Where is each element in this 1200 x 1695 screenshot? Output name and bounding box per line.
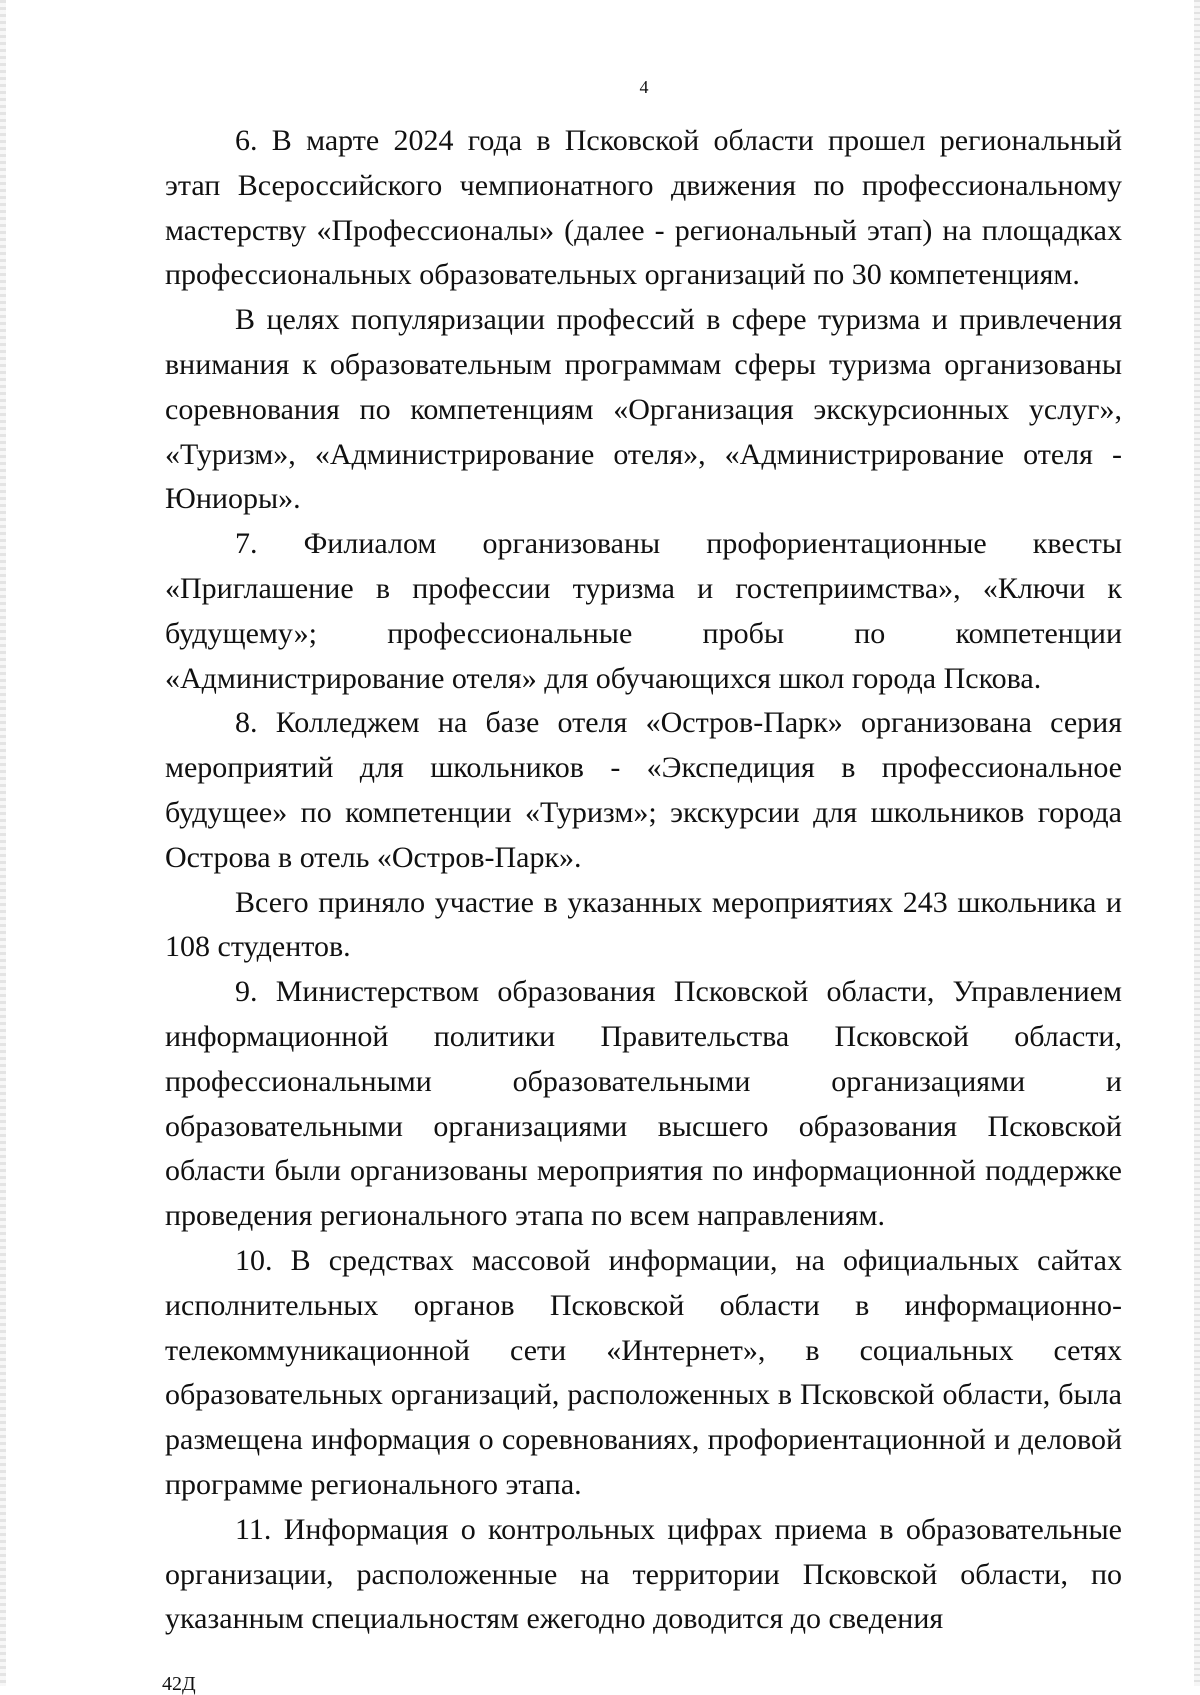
footer-code: 42Д [162, 1673, 196, 1695]
scan-edge-right [1194, 0, 1200, 1686]
paragraph-7: 7. Филиалом организованы профориентационные квесты «Приглашение в профессии туризма и гостеприимства», «Ключи к будущему»; профессиональные пробы по компетенции «Администрирование отеля» для обучающихся школ города Пскова. [165, 527, 1122, 695]
paragraph-8: 8. Колледжем на базе отеля «Остров-Парк» организована серия мероприятий для школьников - «Экспедиция в профессиональное будущее» по компетенции «Туризм»; экскурсии для школьников города Острова в отель «Остров-Парк». [165, 706, 1122, 874]
paragraph-11: 11. Информация о контрольных цифрах приема в образовательные организации, расположенные на территории Псковской области, по указанным специальностям ежегодно доводится до сведения [165, 1512, 1122, 1636]
scan-edge-left [0, 0, 6, 1686]
paragraph-6: 6. В марте 2024 года в Псковской области прошел региональный этап Всероссийского чемпионатного движения по профессиональному мастерству «Профессионалы» (далее - региональный этап) на площадках профессиональных образовательных организаций по 30 компетенциям. [165, 124, 1122, 292]
document-body [165, 119, 1122, 1642]
paragraph-9: 9. Министерством образования Псковской области, Управлением информационной политики Правительства Псковской области, профессиональными образовательными организациями и образовательными организациями высшего образования Псковской области были организованы мероприятия по информационной поддержке проведения регионального этапа по всем направлениям. [165, 975, 1122, 1233]
paragraph-10: 10. В средствах массовой информации, на официальных сайтах исполнительных органов Псковской области в информационно-телекоммуникационной сети «Интернет», в социальных сетях образовательных организаций, расположенных в Псковской области, была размещена информация о соревнованиях, профориентационной и деловой программе регионального этапа. [165, 1243, 1122, 1501]
paragraph-tourism: В целях популяризации профессий в сфере туризма и привлечения внимания к образовательным программам сферы туризма организованы соревнования по компетенциям «Организация экскурсионных услуг», «Туризм», «Администрирование отеля», «Администрирование отеля - Юниоры». [165, 303, 1122, 516]
paragraph-participants: Всего приняло участие в указанных мероприятиях 243 школьника и 108 студентов. [165, 885, 1122, 964]
page-number: 4 [639, 77, 649, 97]
